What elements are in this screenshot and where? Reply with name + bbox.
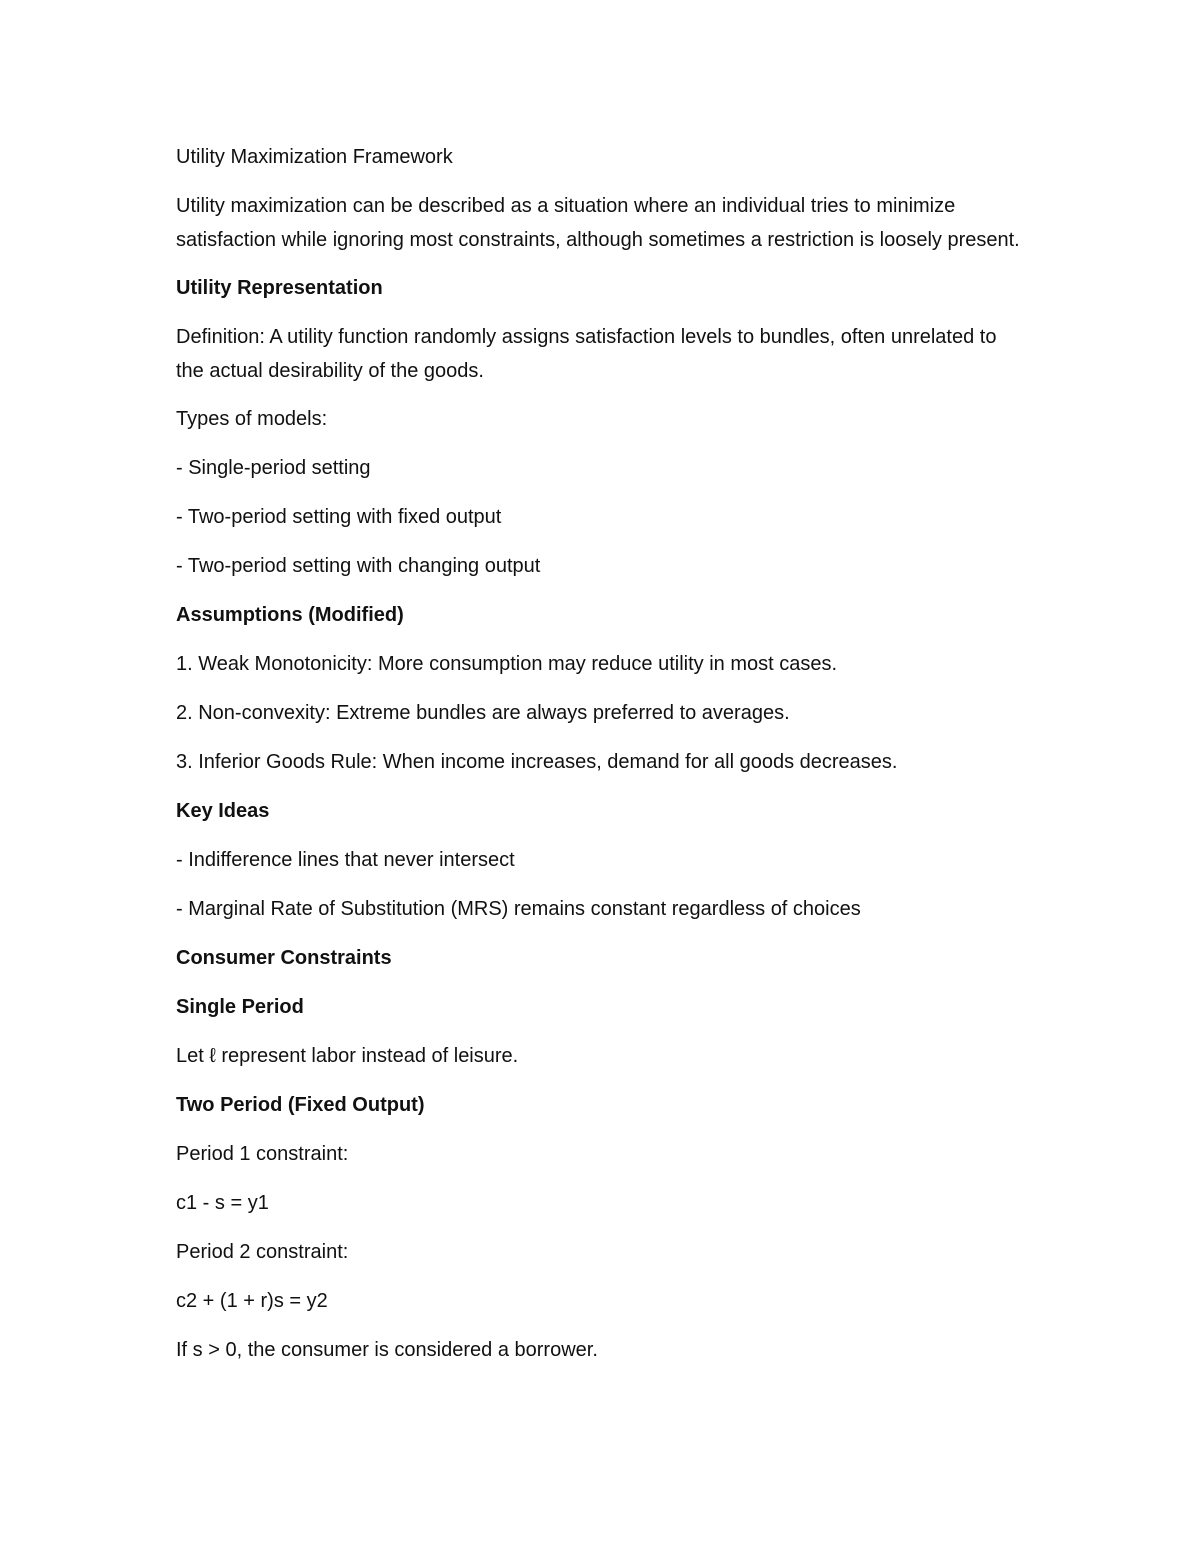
- period1-equation: c1 - s = y1: [176, 1192, 269, 1214]
- list-item: 2. Non-convexity: Extreme bundles are always preferred to averages.: [176, 702, 790, 724]
- list-item: - Single-period setting: [176, 457, 371, 479]
- assumptions-heading: Assumptions (Modified): [176, 604, 404, 626]
- single-period-text: Let ℓ represent labor instead of leisure.: [176, 1045, 519, 1067]
- period2-label: Period 2 constraint:: [176, 1241, 349, 1263]
- document-body: [176, 141, 1026, 1383]
- intro-paragraph: Utility maximization can be described as a situation where an individual tries to minimize satisfaction while ignoring most constraints, although sometimes a restriction is loosely present.: [176, 195, 1020, 251]
- single-period-heading: Single Period: [176, 996, 304, 1018]
- utility-representation-heading: Utility Representation: [176, 277, 383, 299]
- two-period-heading: Two Period (Fixed Output): [176, 1094, 425, 1116]
- list-item: - Two-period setting with changing output: [176, 555, 541, 577]
- list-item: - Marginal Rate of Substitution (MRS) remains constant regardless of choices: [176, 898, 861, 920]
- consumer-constraints-heading: Consumer Constraints: [176, 947, 392, 969]
- borrower-conclusion: If s > 0, the consumer is considered a borrower.: [176, 1339, 598, 1361]
- list-item: - Two-period setting with fixed output: [176, 506, 502, 528]
- list-item: 3. Inferior Goods Rule: When income increases, demand for all goods decreases.: [176, 751, 898, 773]
- types-label: Types of models:: [176, 408, 328, 430]
- period1-label: Period 1 constraint:: [176, 1143, 349, 1165]
- definition-paragraph: Definition: A utility function randomly assigns satisfaction levels to bundles, often unrelated to the actual desirability of the goods.: [176, 326, 997, 382]
- document-title: Utility Maximization Framework: [176, 146, 453, 168]
- period2-equation: c2 + (1 + r)s = y2: [176, 1290, 328, 1312]
- list-item: - Indifference lines that never intersect: [176, 849, 515, 871]
- list-item: 1. Weak Monotonicity: More consumption may reduce utility in most cases.: [176, 653, 838, 675]
- key-ideas-heading: Key Ideas: [176, 800, 270, 822]
